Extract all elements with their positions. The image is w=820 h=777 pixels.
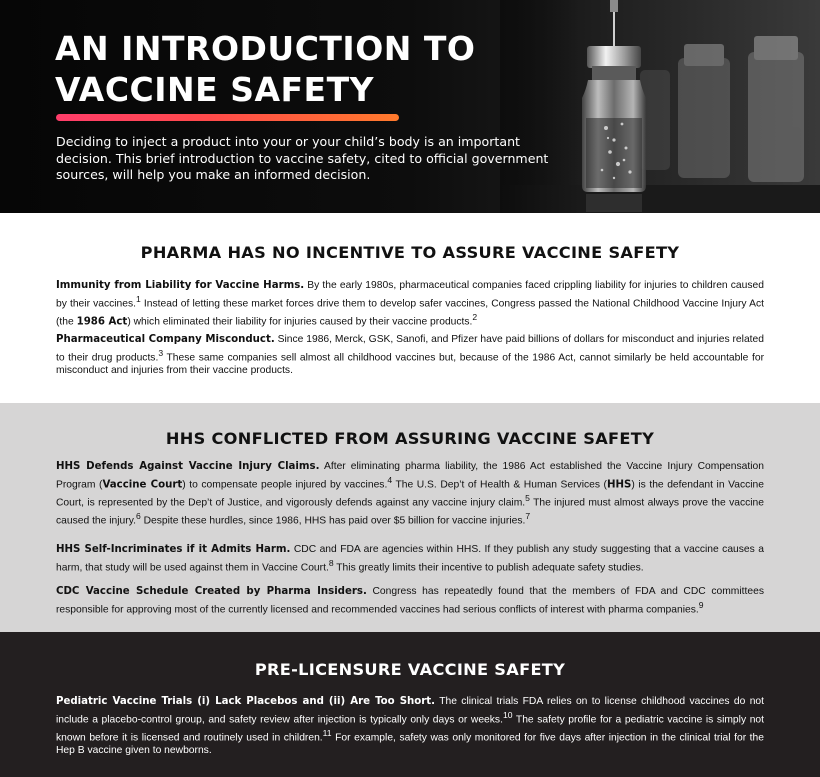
paragraph-hhs-self-incriminates — [56, 544, 764, 575]
footnote-ref: 5 — [525, 492, 530, 503]
paragraph-text: Despite these hurdles, since 1986, HHS has paid over $5 billion for vaccine injuries. — [140, 515, 526, 527]
paragraph-text: By the early 1980s, pharmaceutical companies faced crippling liability for injuries to children caused by their vaccines. — [56, 280, 764, 310]
act-name: 1986 Act — [76, 316, 128, 328]
section-pharma-incentive — [0, 213, 820, 403]
footnote-ref: 9 — [698, 599, 704, 610]
paragraph-pharma-misconduct — [56, 334, 764, 377]
paragraph-lead: CDC Vaccine Schedule Created by Pharma Insiders. — [56, 586, 367, 597]
section-title: PRE-LICENSURE VACCINE SAFETY — [254, 660, 566, 679]
footnote-ref: 10 — [502, 709, 513, 720]
paragraph-hhs-defends — [56, 461, 764, 528]
footnote-ref: 1 — [136, 293, 141, 304]
paragraph-text: ) to compensate people injured by vaccines. — [182, 479, 388, 491]
paragraph-text: This greatly limits their incentive to publish adequate safety studies. — [333, 562, 644, 574]
paragraph-lead: Immunity from Liability for Vaccine Harms. — [56, 280, 305, 291]
hhs-term: HHS — [606, 479, 632, 491]
paragraph-text: The U.S. Dep’t of Health & Human Services ( — [392, 479, 607, 491]
page-title-line2: VACCINE SAFETY — [55, 70, 375, 109]
footnote-ref: 4 — [387, 474, 393, 485]
paragraph-lead: HHS Self-Incriminates if it Admits Harm. — [56, 544, 291, 555]
paragraph-text: The clinical trials FDA relies on to license childhood vaccines do not include a placebo-control group, and safety review after injection is typically only days or weeks. — [56, 696, 765, 726]
footnote-ref: 11 — [322, 727, 332, 738]
section-title: PHARMA HAS NO INCENTIVE TO ASSURE VACCINE SAFETY — [140, 243, 680, 262]
paragraph-lead: Pediatric Vaccine Trials (i) Lack Placebos and (ii) Are Too Short. — [56, 696, 436, 707]
page-title-line1: AN INTRODUCTION TO — [55, 29, 476, 68]
paragraph-text: The injured must almost always prove the vaccine caused the injury. — [56, 497, 764, 527]
footnote-ref: 6 — [135, 510, 141, 521]
paragraph-text: ) which eliminated their liability for injuries caused by their vaccine products. — [127, 316, 473, 328]
footnote-ref: 8 — [328, 557, 334, 568]
paragraph-text: ) is the defendant in Vaccine Court, is represented by the Dep’t of Justice, and vigorously defends against any vaccine injury claim. — [56, 479, 764, 509]
paragraph-lead: HHS Defends Against Vaccine Injury Claims. — [56, 461, 320, 472]
paragraph-text: These same companies sell almost all childhood vaccines but, because of the 1986 Act, cannot similarly be held accountable for misconduct and injuries from their vaccine products. — [56, 352, 764, 376]
page-title — [55, 28, 475, 110]
paragraph-cdc-schedule — [56, 586, 764, 617]
paragraph-text: CDC and FDA are agencies within HHS. If they publish any study suggesting that a vaccine causes a harm, that study will be used against them in Vaccine Court. — [56, 544, 764, 574]
paragraph-pediatric-trials — [56, 696, 764, 757]
paragraph-text: For example, safety was only monitored for five days after injection in the clinical trial for the Hep B vaccine given to newborns. — [56, 732, 764, 756]
intro-text: Deciding to inject a product into your or your child’s body is an important decision. This brief introduction to vaccine safety, cited to official government sources, will help you make an informed decision. — [56, 134, 549, 182]
paragraph-text: After eliminating pharma liability, the 1986 Act established the Vaccine Injury Compensation Program ( — [56, 461, 764, 491]
footnote-ref: 7 — [525, 510, 531, 521]
section-title: HHS CONFLICTED FROM ASSURING VACCINE SAFETY — [165, 429, 655, 448]
paragraph-liability-immunity — [56, 280, 764, 329]
section-pre-licensure — [0, 632, 820, 777]
paragraph-lead: Pharmaceutical Company Misconduct. — [56, 334, 275, 345]
footnote-ref: 2 — [472, 311, 478, 322]
paragraph-text: The safety profile for a pediatric vaccine is simply not known before it is licensed and routinely used in children. — [56, 714, 765, 744]
section-hhs-conflicted — [0, 403, 820, 632]
paragraph-text: Since 1986, Merck, GSK, Sanofi, and Pfizer have paid billions of dollars for misconduct and injuries related to their drug products. — [56, 334, 764, 364]
footnote-ref: 3 — [158, 347, 164, 358]
title-underline-rule — [56, 114, 399, 121]
vaccine-court-term: Vaccine Court — [102, 479, 183, 491]
paragraph-text: Congress has repeatedly found that the members of FDA and CDC committees responsible for approving most of the currently licensed and recommended vaccines had serious conflicts of interest with pharma companies. — [56, 586, 764, 616]
paragraph-text: Instead of letting these market forces drive them to develop safer vaccines, Congress passed the National Childhood Vaccine Injury Act (the — [56, 298, 764, 328]
hero-header — [0, 0, 820, 213]
